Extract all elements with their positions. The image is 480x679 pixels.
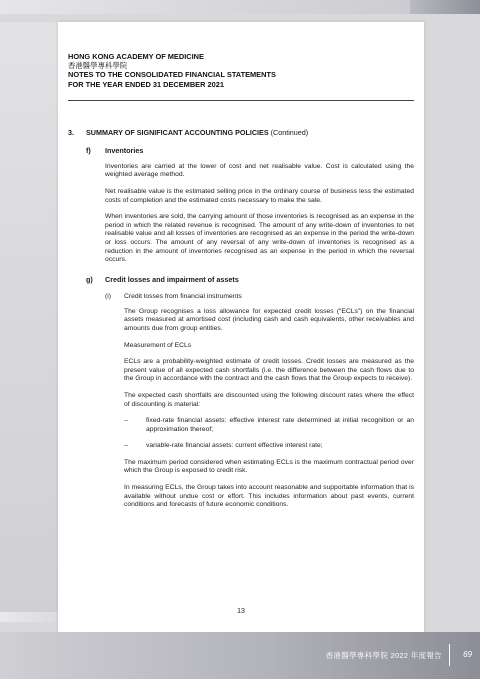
reporting-period: FOR THE YEAR ENDED 31 DECEMBER 2021 — [68, 79, 224, 89]
left-decorative-strip — [0, 22, 60, 622]
subsection-inventories-heading — [68, 146, 414, 155]
paragraph: ECLs are a probability-weighted estimate of credit losses. Credit losses are measured as the present value of all expected cash shortfalls (i.e. the difference between the cash flows due to the Group in accordance with the contract and the cash flows that the Group expects to receive). — [124, 358, 414, 383]
sub-item-heading — [105, 293, 414, 300]
subsection-title: Credit losses and impairment of assets — [105, 274, 239, 284]
footer-report-title: 香港醫學專科學院 2022 年度報告 — [325, 651, 442, 660]
measurement-heading: Measurement of ECLs — [124, 341, 192, 349]
section-number: 3. — [68, 127, 74, 137]
header-divider — [68, 100, 414, 101]
list-item — [124, 417, 414, 434]
paragraph: Net realisable value is the estimated selling price in the ordinary course of business less the estimated costs of completion and the estimated costs necessary to make the sale. — [105, 188, 414, 204]
paragraph: The maximum period considered when estimating ECLs is the maximum contractual period over which the Group is exposed to credit risk. — [124, 458, 414, 475]
footer-page-number: 69 — [463, 650, 472, 659]
sub-item-title: Credit losses from financial instruments — [124, 292, 242, 300]
paragraph: In measuring ECLs, the Group takes into account reasonable and supportable information that is available without undue cost or effort. This includes information about past events, current conditions and forecasts of future economic conditions. — [124, 484, 414, 509]
top-decorative-band — [0, 0, 480, 14]
paragraph: Inventories are carried at the lower of cost and net realisable value. Cost is calculated using the weighted average method. — [105, 162, 414, 179]
section-title: SUMMARY OF SIGNIFICANT ACCOUNTING POLICIES (Continued) — [86, 127, 309, 137]
organization-name: HONG KONG ACADEMY OF MEDICINE — [68, 52, 204, 61]
subsection-letter: g) — [86, 274, 93, 284]
paragraph: The Group recognises a loss allowance for expected credit losses (“ECLs”) on the financial assets measured at amortised cost (including cash and cash equivalents, other receivables and amounts due from group entities. — [124, 307, 414, 332]
list-item — [124, 442, 414, 451]
footer-divider — [449, 644, 450, 666]
paragraph: The expected cash shortfalls are discounted using the following discount rates where the effect of discounting is material: — [124, 391, 414, 408]
subsection-title: Inventories — [105, 145, 144, 155]
subsection-credit-heading — [68, 275, 414, 284]
sub-item-numeral: (i) — [105, 292, 111, 300]
notes-title: NOTES TO THE CONSOLIDATED FINANCIAL STATEMENTS — [68, 70, 276, 80]
bullet-dash: – — [124, 417, 128, 425]
page-content — [68, 52, 414, 510]
section-continued: (Continued) — [270, 127, 309, 137]
subsection-letter: f) — [86, 145, 91, 155]
paragraph: When inventories are sold, the carrying amount of those inventories is recognised as an expense in the period in which the related revenue is recognised. The amount of any write-down of inventories to net realisable value and all losses of inventories are recognised as an expense in the period the write-down or loss occurs. The amount of any reversal of any write-down of inventories is recognised as a reduction in the amount of inventories recognised as an expense in the period in which the reversal occurs. — [105, 213, 414, 264]
page-number: 13 — [237, 608, 245, 615]
list-item-text: variable-rate financial assets: current effective interest rate; — [146, 442, 323, 450]
bullet-dash: – — [124, 442, 128, 450]
organization-name-chinese: 香港醫學專科學院 — [68, 61, 128, 71]
document-page — [58, 22, 424, 632]
top-accent-band — [410, 0, 480, 14]
list-item-text: fixed-rate financial assets: effective interest rate determined at initial recognition or an approximation thereof; — [146, 417, 414, 433]
section-heading — [68, 128, 414, 137]
